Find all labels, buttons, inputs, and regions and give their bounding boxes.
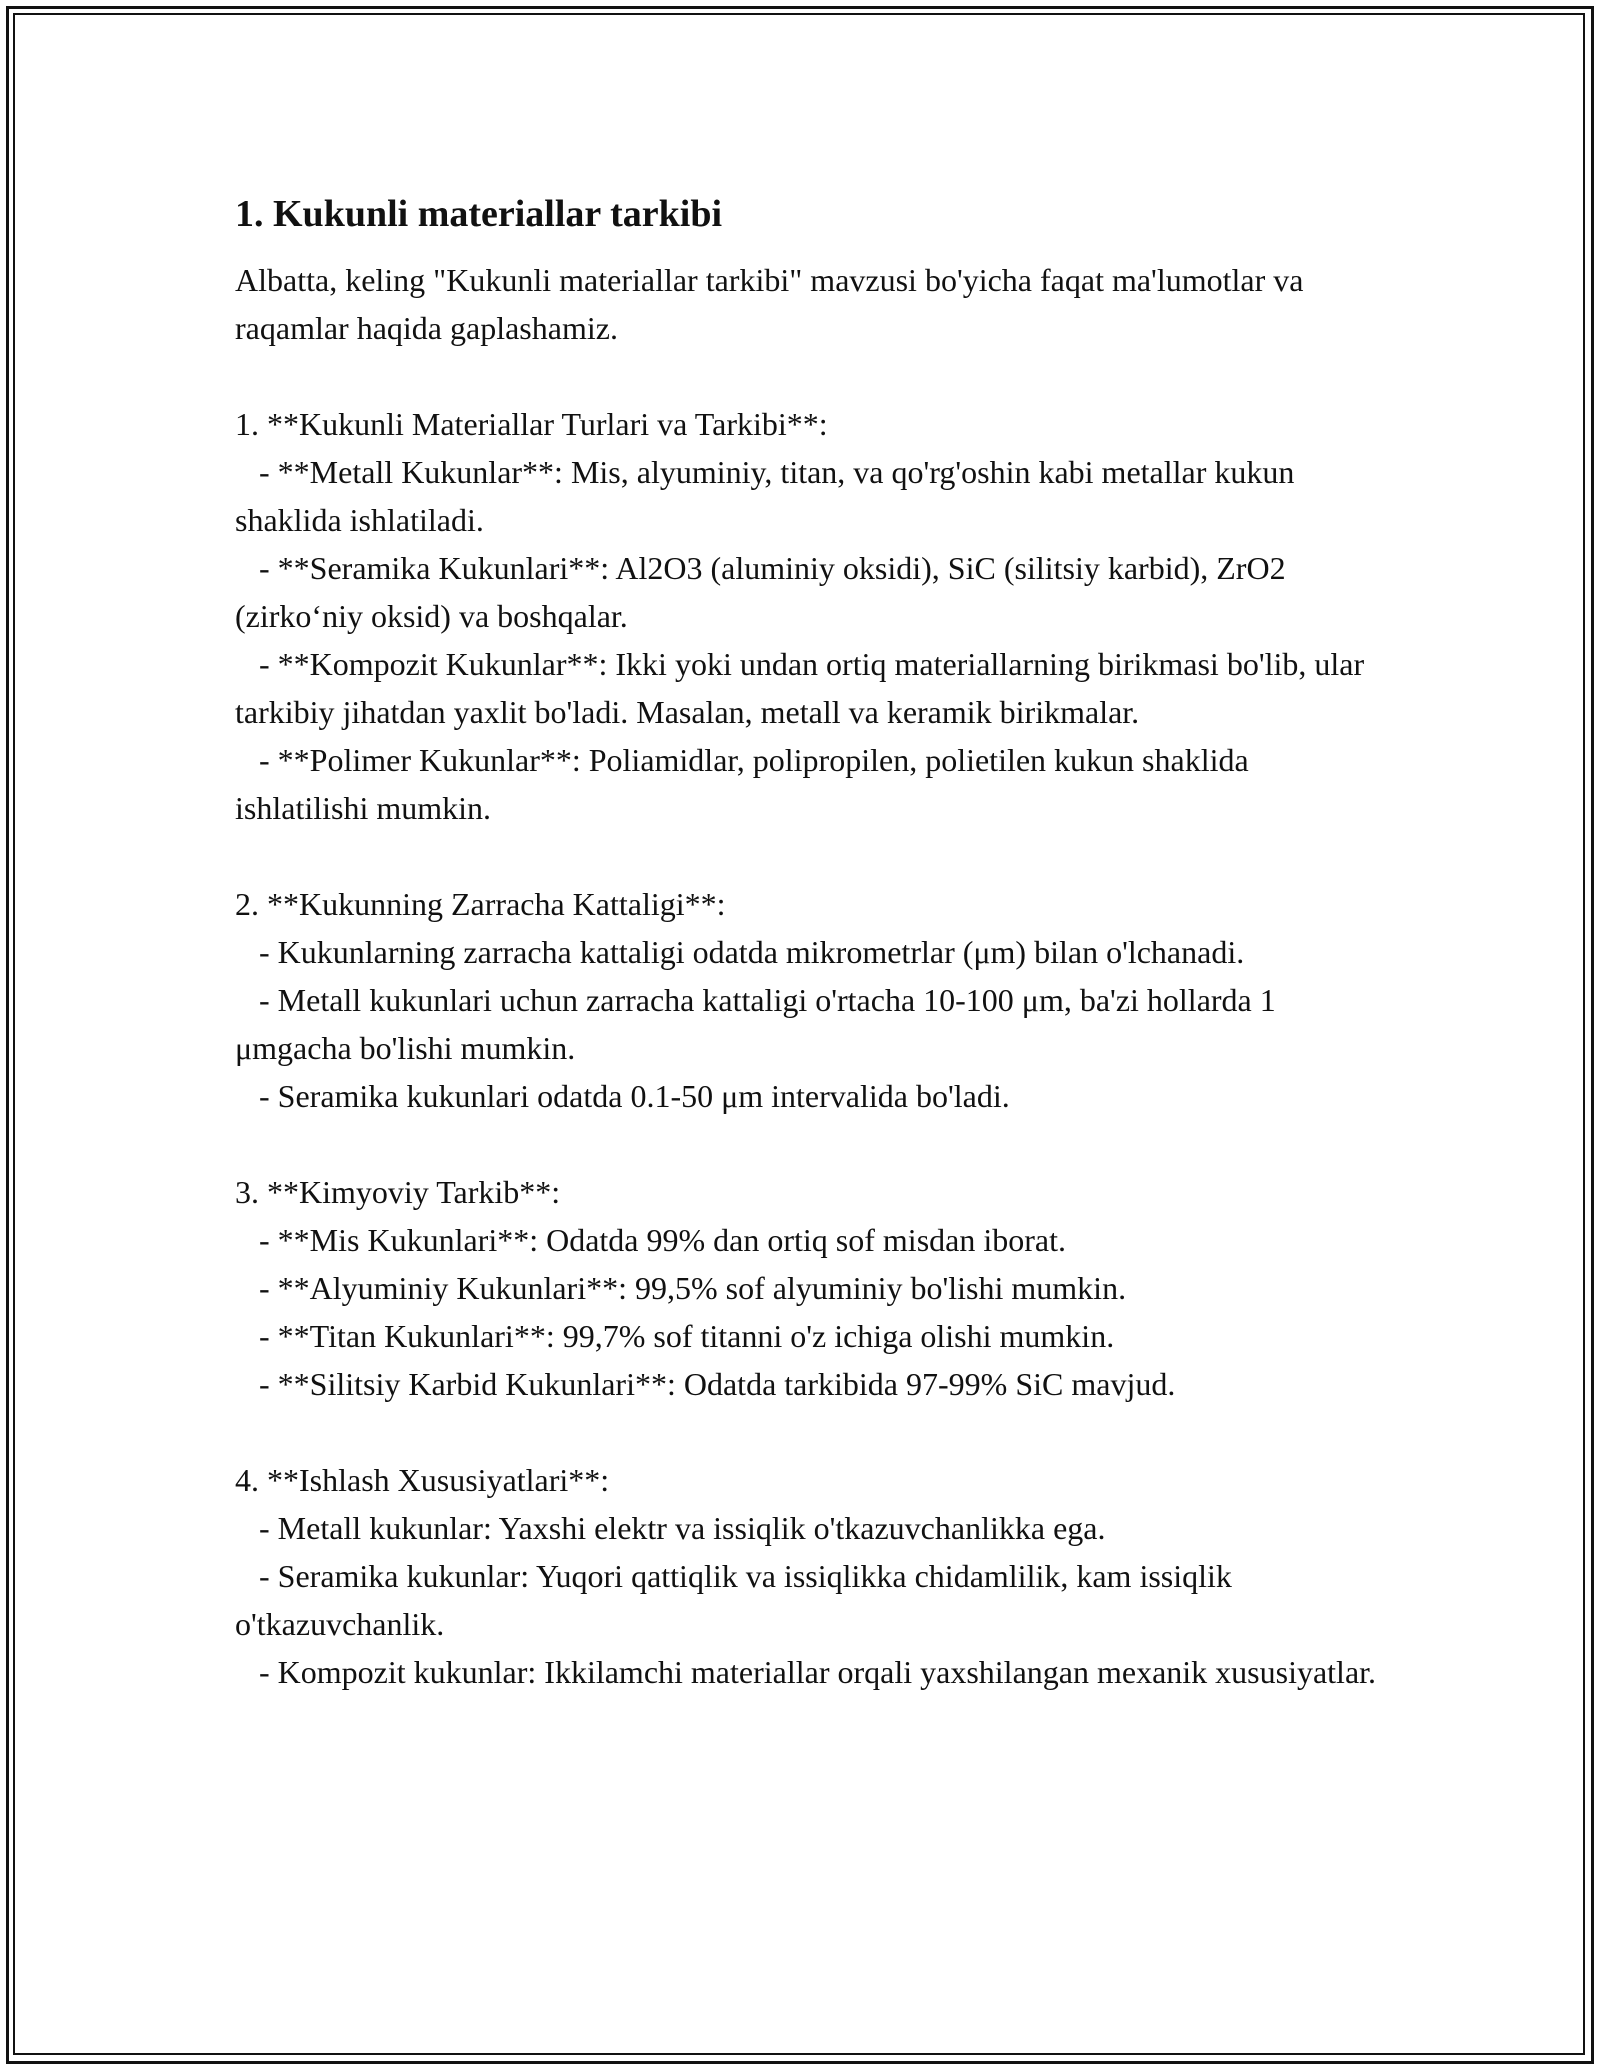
intro-paragraph: Albatta, keling "Kukunli materiallar tarkibi" mavzusi bo'yicha faqat ma'lumotlar va raqamlar haqida gaplashamiz. <box>235 262 1304 346</box>
list-item: - Metall kukunlar: Yaxshi elektr va issiqlik o'tkazuvchanlikka ega. <box>235 1510 1106 1546</box>
list-item: - **Seramika Kukunlari**: Al2O3 (aluminiy oksidi), SiC (silitsiy karbid), ZrO2 (zirko‘niy oksid) va boshqalar. <box>235 550 1294 634</box>
section-particle-size <box>235 880 1385 1120</box>
list-item: - **Titan Kukunlari**: 99,7% sof titanni o'z ichiga olishi mumkin. <box>235 1318 1115 1354</box>
section-types <box>235 400 1385 832</box>
list-item: - Seramika kukunlari odatda 0.1-50 μm intervalida bo'ladi. <box>235 1078 1010 1114</box>
section-properties <box>235 1456 1385 1696</box>
list-item: - **Kompozit Kukunlar**: Ikki yoki undan ortiq materiallarning birikmasi bo'lib, ular tarkibiy jihatdan yaxlit bo'ladi. Masalan, metall va keramik birikmalar. <box>235 646 1373 730</box>
list-item: - **Polimer Kukunlar**: Poliamidlar, polipropilen, polietilen kukun shaklida ishlatilishi mumkin. <box>235 742 1257 826</box>
list-item: - Seramika kukunlar: Yuqori qattiqlik va issiqlikka chidamlilik, kam issiqlik o'tkazuvchanlik. <box>235 1558 1240 1642</box>
section-heading: 2. **Kukunning Zarracha Kattaligi**: <box>235 886 726 922</box>
section-chemical-composition <box>235 1168 1385 1408</box>
section-heading: 3. **Kimyoviy Tarkib**: <box>235 1174 561 1210</box>
section-heading: 1. **Kukunli Materiallar Turlari va Tarkibi**: <box>235 406 828 442</box>
list-item: - **Mis Kukunlari**: Odatda 99% dan ortiq sof misdan iborat. <box>235 1222 1066 1258</box>
list-item: - **Silitsiy Karbid Kukunlari**: Odatda tarkibida 97-99% SiC mavjud. <box>235 1366 1176 1402</box>
document-title: 1. Kukunli materiallar tarkibi <box>235 193 723 235</box>
document-body <box>235 186 1385 1696</box>
section-heading: 4. **Ishlash Xususiyatlari**: <box>235 1462 610 1498</box>
list-item: - Metall kukunlari uchun zarracha kattaligi o'rtacha 10-100 μm, ba'zi hollarda 1 μmgacha bo'lishi mumkin. <box>235 982 1284 1066</box>
list-item: - Kukunlarning zarracha kattaligi odatda mikrometrlar (μm) bilan o'lchanadi. <box>235 934 1245 970</box>
list-item: - **Metall Kukunlar**: Mis, alyuminiy, titan, va qo'rg'oshin kabi metallar kukun shaklida ishlatiladi. <box>235 454 1303 538</box>
list-item: - **Alyuminiy Kukunlari**: 99,5% sof alyuminiy bo'lishi mumkin. <box>235 1270 1127 1306</box>
list-item: - Kompozit kukunlar: Ikkilamchi materiallar orqali yaxshilangan mexanik xususiyatlar. <box>235 1654 1377 1690</box>
